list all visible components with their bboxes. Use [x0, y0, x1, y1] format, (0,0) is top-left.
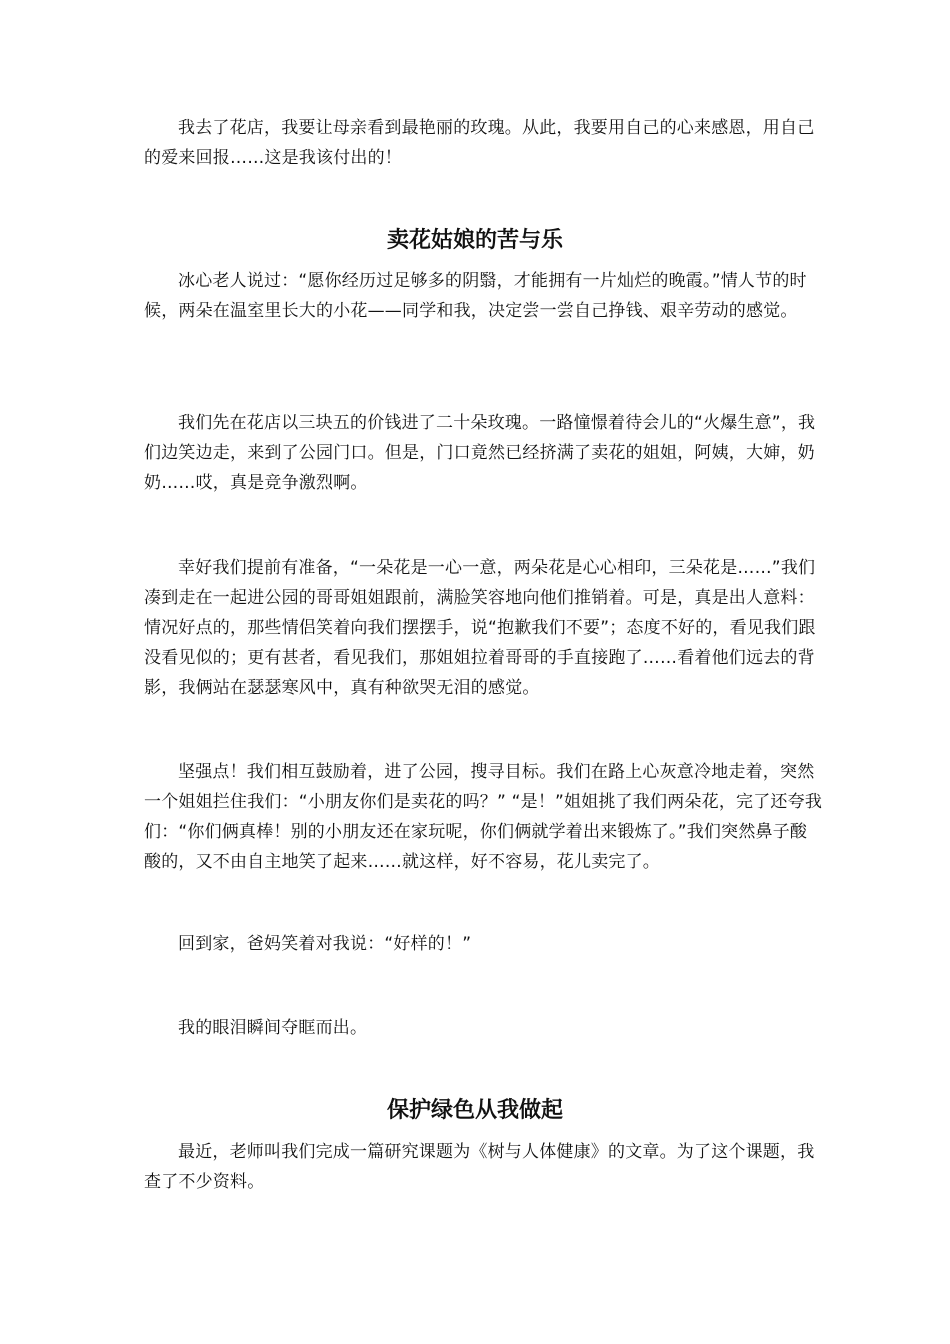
section-title-flower-girl: 卖花姑娘的苦与乐: [386, 228, 563, 253]
paragraph-flower-1: 冰心老人说过：“愿你经历过足够多的阴翳，才能拥有一片灿烂的晚霞。”情人节的时候，两朵在温室里长大的小花——同学和我，决定尝一尝自己挣钱、艰辛劳动的感觉。: [144, 271, 807, 321]
paragraph-flower-2: 我们先在花店以三块五的价钱进了二十朵玫瑰。一路憧憬着待会儿的“火爆生意”，我们边笑边走，来到了公园门口。但是，门口竟然已经挤满了卖花的姐姐，阿姨，大婶，奶奶……哎，真是竞争激烈啊。: [144, 413, 816, 493]
paragraph-flower-5: 回到家，爸妈笑着对我说：“好样的！”: [178, 934, 472, 954]
intro-paragraph: 我去了花店，我要让母亲看到最艳丽的玫瑰。从此，我要用自己的心来感恩，用自己的爱来回报……这是我该付出的！: [144, 118, 815, 168]
paragraph-flower-6: 我的眼泪瞬间夺眶而出。: [178, 1018, 368, 1038]
paragraph-flower-3: 幸好我们提前有准备，“一朵花是一心一意，两朵花是心心相印，三朵花是……”我们凑到走在一起进公园的哥哥姐姐跟前，满脸笑容地向他们推销着。可是，真是出人意料：情况好点的，那些情侣笑着向我们摆摆手，说“抱歉我们不要”；态度不好的，看见我们跟没看见似的；更有甚者，看见我们，那姐姐拉着哥哥的手直接跑了……看着他们远去的背影，我俩站在瑟瑟寒风中，真有种欲哭无泪的感觉。: [144, 558, 816, 698]
paragraph-flower-4: 坚强点！我们相互鼓励着，进了公园，搜寻目标。我们在路上心灰意冷地走着，突然一个姐姐拦住我们：“小朋友你们是卖花的吗？” “是！”姐姐挑了我们两朵花，完了还夸我们：“你们俩真棒！别的小朋友还在家玩呢，你们俩就学着出来锻炼了。”我们突然鼻子酸酸的，又不由自主地笑了起来……就这样，好不容易，花儿卖完了。: [144, 762, 823, 872]
section-title-protect-green: 保护绿色从我做起: [386, 1098, 563, 1123]
paragraph-green-1: 最近，老师叫我们完成一篇研究课题为《树与人体健康》的文章。为了这个课题，我查了不少资料。: [144, 1142, 815, 1192]
